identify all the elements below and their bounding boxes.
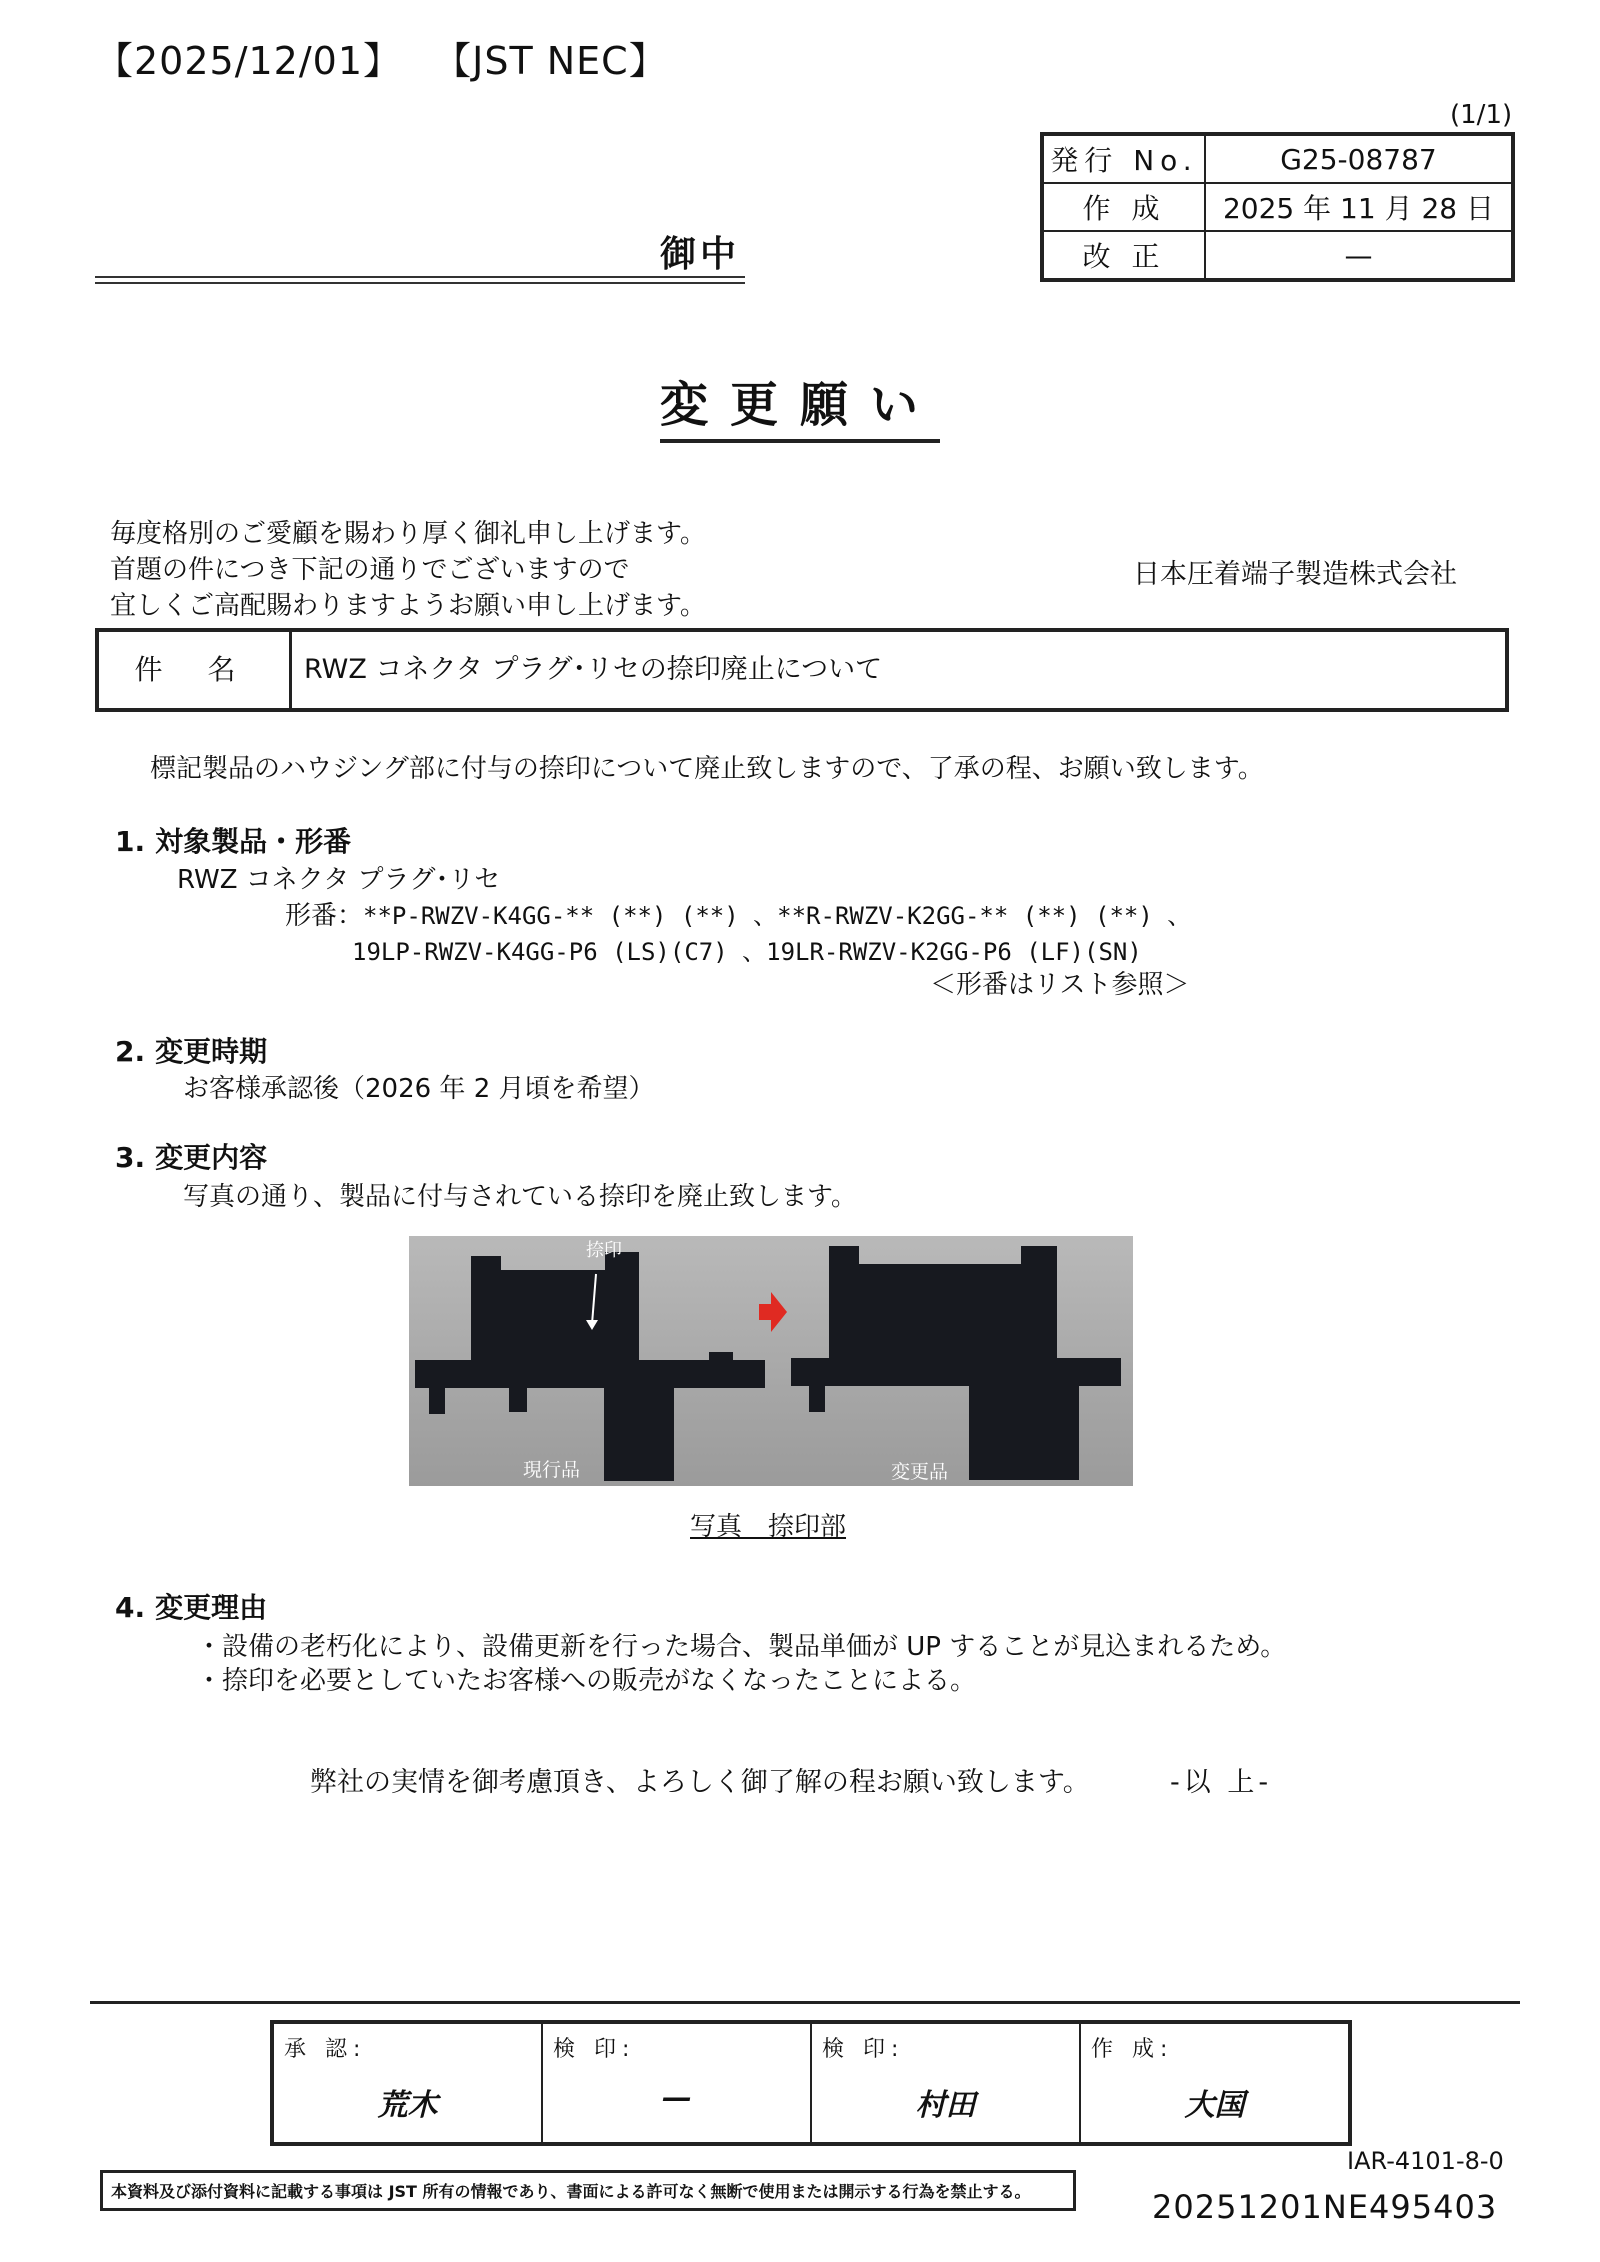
approval-table [270,2020,1352,2146]
approval-cell [1080,2022,1350,2144]
approval-name: 大国 [1184,2088,1245,2123]
serial-number: 20251201NE495403 [1152,2188,1498,2226]
greeting [110,516,706,624]
addressee-underline [95,276,745,284]
section-number: 3. [115,1141,146,1174]
intro-text: 標記製品のハウジング部に付与の捺印について廃止致しますので、了承の程、お願い致します。 [150,754,1264,784]
meta-value: — [1205,231,1513,280]
meta-value: G25-08787 [1205,134,1513,183]
approval-role: 承 認: [284,2037,367,2062]
form-code: IAR-4101-8-0 [1347,2147,1504,2175]
page-number: (1/1) [1450,100,1513,130]
meta-row-issue [1042,134,1513,183]
product-name: RWZ コネクタ プラグ･リセ [177,865,501,895]
part-numbers-line-2: 19LP-RWZV-K4GG-P6 (LS)(C7) 、19LR-RWZV-K2GG-P6 (LF)(SN) [352,938,1142,966]
greeting-line: 毎度格別のご愛顧を賜わり厚く御礼申し上げます。 [110,519,706,549]
page-title: 変更願い [660,366,940,443]
section-4-heading [115,1586,267,1626]
meta-row-revised [1042,231,1513,280]
section-title: 対象製品・形番 [155,825,352,858]
approval-name: 村田 [915,2088,976,2123]
subject-label: 件 名 [99,632,292,708]
change-timing: お客様承認後（2026 年 2 月頃を希望） [183,1074,655,1104]
photo-marking-label: 捺印 [586,1240,622,1261]
confidentiality-notice: 本資料及び添付資料に記載する事項は JST 所有の情報であり、書面による許可なく無断で使用または開示する行為を禁止する。 [100,2170,1076,2211]
greeting-line: 宜しくご高配賜わりますようお願い申し上げます。 [110,591,706,621]
document-meta-table [1040,132,1515,282]
photo-changed-label: 変更品 [891,1461,949,1483]
section-number: 1. [115,825,146,858]
photo-caption: 写真 捺印部 [690,1512,847,1542]
company-name: 日本圧着端子製造株式会社 [1133,559,1457,590]
company-tag: 【JST NEC】 [433,39,668,83]
divider [90,2001,1520,2004]
section-title: 変更時期 [155,1035,268,1068]
photo-current-label: 現行品 [523,1459,581,1481]
header-tag [95,30,668,85]
approval-role: 作 成: [1091,2037,1174,2062]
part-list-note: ＜形番はリスト参照＞ [930,970,1190,1000]
reason-item: ・捺印を必要としていたお客様への販売がなくなったことによる。 [196,1666,977,1696]
end-mark: -以 上- [1170,1767,1273,1798]
reason-item: ・設備の老朽化により、設備更新を行った場合、製品単価が UP することが見込まれるため。 [196,1632,1287,1662]
subject-box [95,628,1509,712]
section-title: 変更理由 [155,1591,268,1624]
addressee: 御中 [660,234,741,275]
section-1-heading [115,820,351,860]
approval-role: 検 印: [822,2037,905,2062]
current-product-shape [415,1252,765,1481]
meta-value: 2025 年 11 月 28 日 [1205,183,1513,231]
approval-cell [811,2022,1080,2144]
meta-key: 発行 No. [1042,134,1205,183]
part-numbers-line-1 [285,895,1191,932]
closing-text: 弊社の実情を御考慮頂き、よろしく御了解の程お願い致します。 [310,1767,1090,1798]
product-photo [409,1236,1133,1486]
changed-product-shape [791,1246,1121,1480]
meta-key: 作 成 [1042,183,1205,231]
approval-name: 荒木 [377,2088,438,2123]
greeting-line: 首題の件につき下記の通りでございますので [110,555,630,585]
approval-role: 検 印: [553,2037,636,2062]
subject-value: RWZ コネクタ プラグ･リセの捺印廃止について [304,654,883,685]
approval-cell [272,2022,542,2144]
section-number: 2. [115,1035,146,1068]
meta-key: 改 正 [1042,231,1205,280]
section-title: 変更内容 [155,1141,268,1174]
change-content: 写真の通り、製品に付与されている捺印を廃止致します。 [183,1182,857,1212]
part-numbers: **P-RWZV-K4GG-** (**) (**) 、**R-RWZV-K2GG-** (**) (**) 、 [363,902,1192,930]
approval-name: — [661,2080,692,2115]
part-label: 形番： [285,901,364,931]
section-3-heading [115,1136,267,1176]
meta-row-created [1042,183,1513,231]
arrow-right-icon [759,1292,787,1332]
section-number: 4. [115,1591,146,1624]
approval-cell [542,2022,811,2144]
product-photo-illustration [409,1236,1133,1486]
date-tag: 【2025/12/01】 [95,39,403,83]
section-2-heading [115,1030,267,1070]
